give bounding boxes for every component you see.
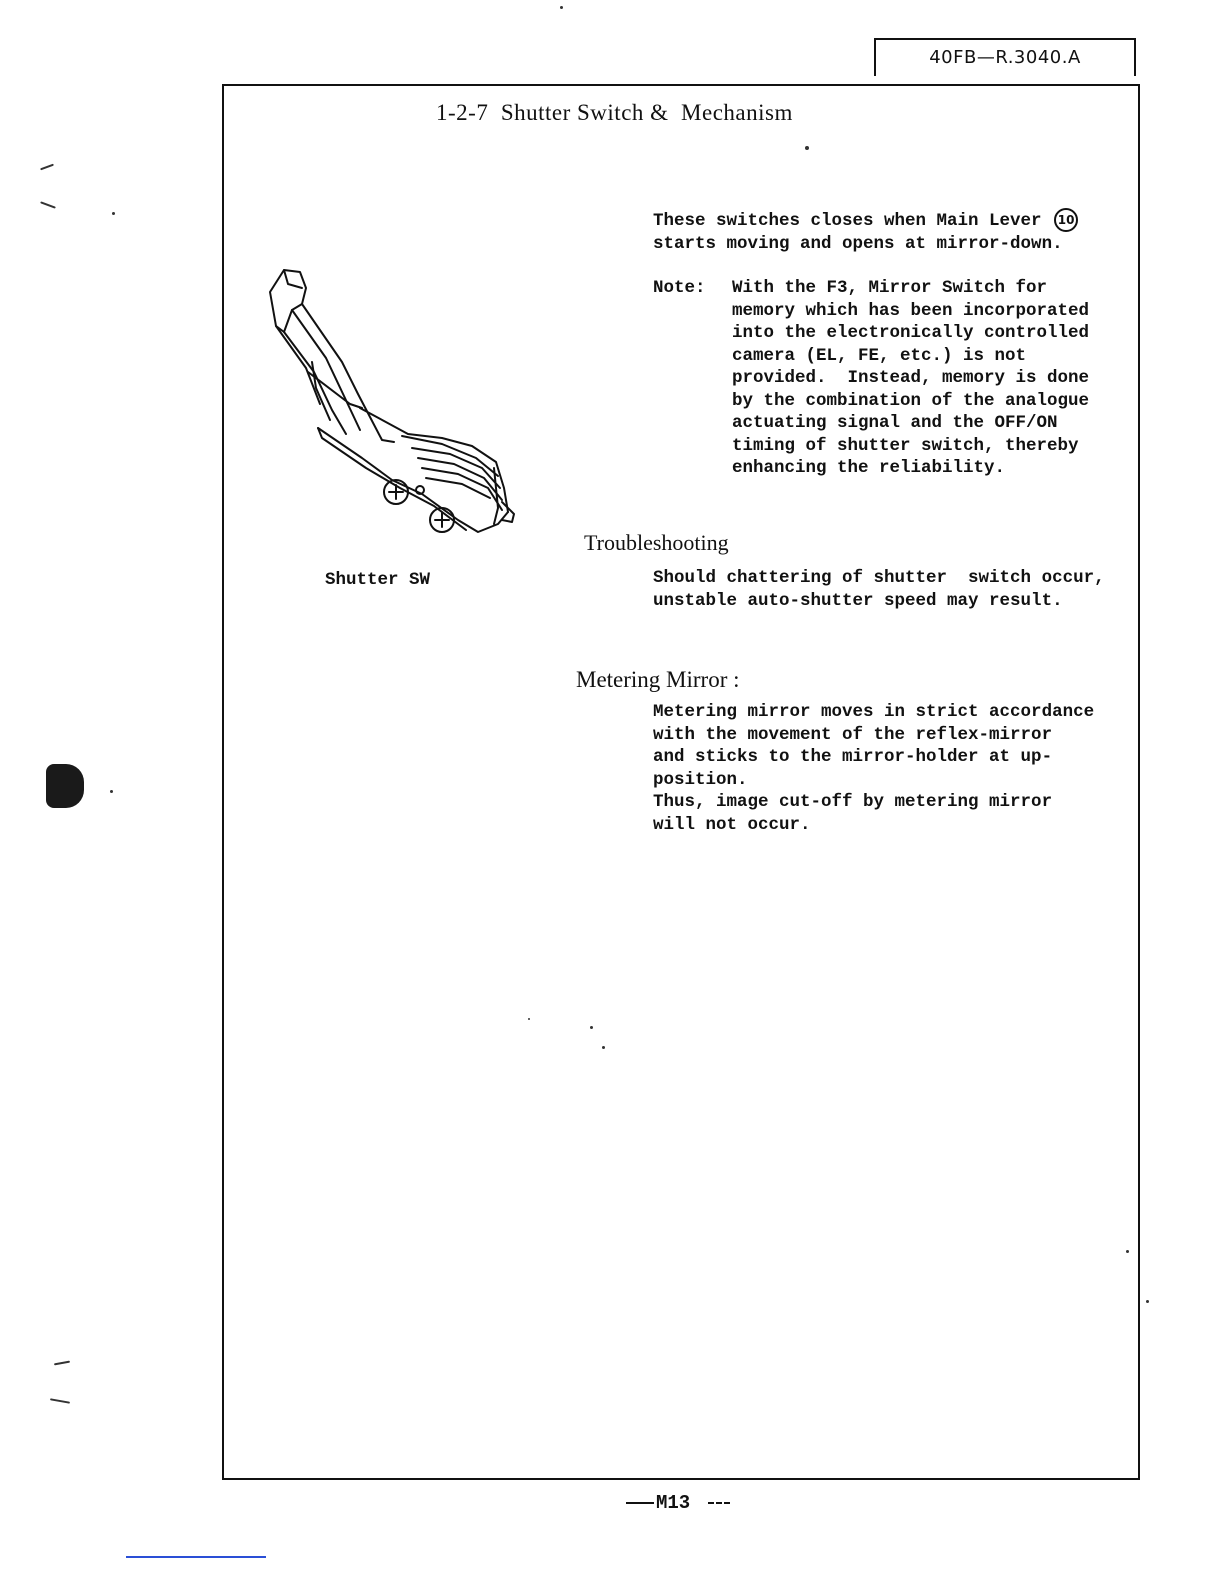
scan-speck: [805, 146, 809, 150]
section-title: 1-2-7 Shutter Switch & Mechanism: [436, 100, 793, 125]
figure-caption: Shutter SW: [325, 570, 431, 590]
document-code: 40FB—R.3040.A: [874, 38, 1136, 76]
intro-line-1: These switches closes when Main Lever: [653, 211, 1042, 231]
scan-speck: [50, 1398, 70, 1403]
troubleshooting-text: Should chattering of shutter switch occur, unstable auto-shutter speed may result.: [653, 568, 1105, 611]
scan-speck: [590, 1026, 593, 1029]
scan-speck: [1126, 1250, 1129, 1253]
page-number: [626, 1492, 730, 1514]
intro-line-2: starts moving and opens at mirror-down.: [653, 233, 1063, 254]
shutter-switch-illustration: [262, 262, 520, 544]
scan-speck: [40, 164, 54, 171]
switch-base-drawing: [318, 408, 514, 532]
intro-paragraph: [653, 208, 1078, 255]
scan-speck: [602, 1046, 605, 1049]
scan-speck: [1146, 1300, 1149, 1303]
note-text: With the F3, Mirror Switch for memory which has been incorporated into the electronically controlled camera (EL, FE, etc.) is not provided. Instead, memory is done by the combination of the analogue actuating signal and the OFF/ON timing of shutter switch, thereby enhancing the reliability.: [732, 278, 1090, 478]
binder-hole-mark: [46, 764, 84, 808]
scan-speck: [40, 201, 56, 208]
scan-speck: [54, 1361, 70, 1366]
scan-speck: [110, 790, 113, 793]
scan-speck: [528, 1018, 530, 1020]
troubleshooting-heading: Troubleshooting: [584, 530, 729, 555]
page-number-label: M13: [656, 1492, 691, 1514]
bottom-link-underline: [126, 1556, 266, 1558]
metering-mirror-heading: Metering Mirror :: [576, 667, 740, 692]
scan-speck: [112, 212, 115, 215]
metering-mirror-text: Metering mirror moves in strict accordance with the movement of the reflex-mirror and sticks to the mirror-holder at up- position. Thus, image cut-off by metering mirror will not occur.: [653, 702, 1095, 835]
screw-upper: [384, 480, 408, 504]
circled-ten-icon: 10: [1054, 208, 1078, 232]
note-label: Note:: [653, 278, 706, 298]
scan-speck: [560, 6, 563, 9]
